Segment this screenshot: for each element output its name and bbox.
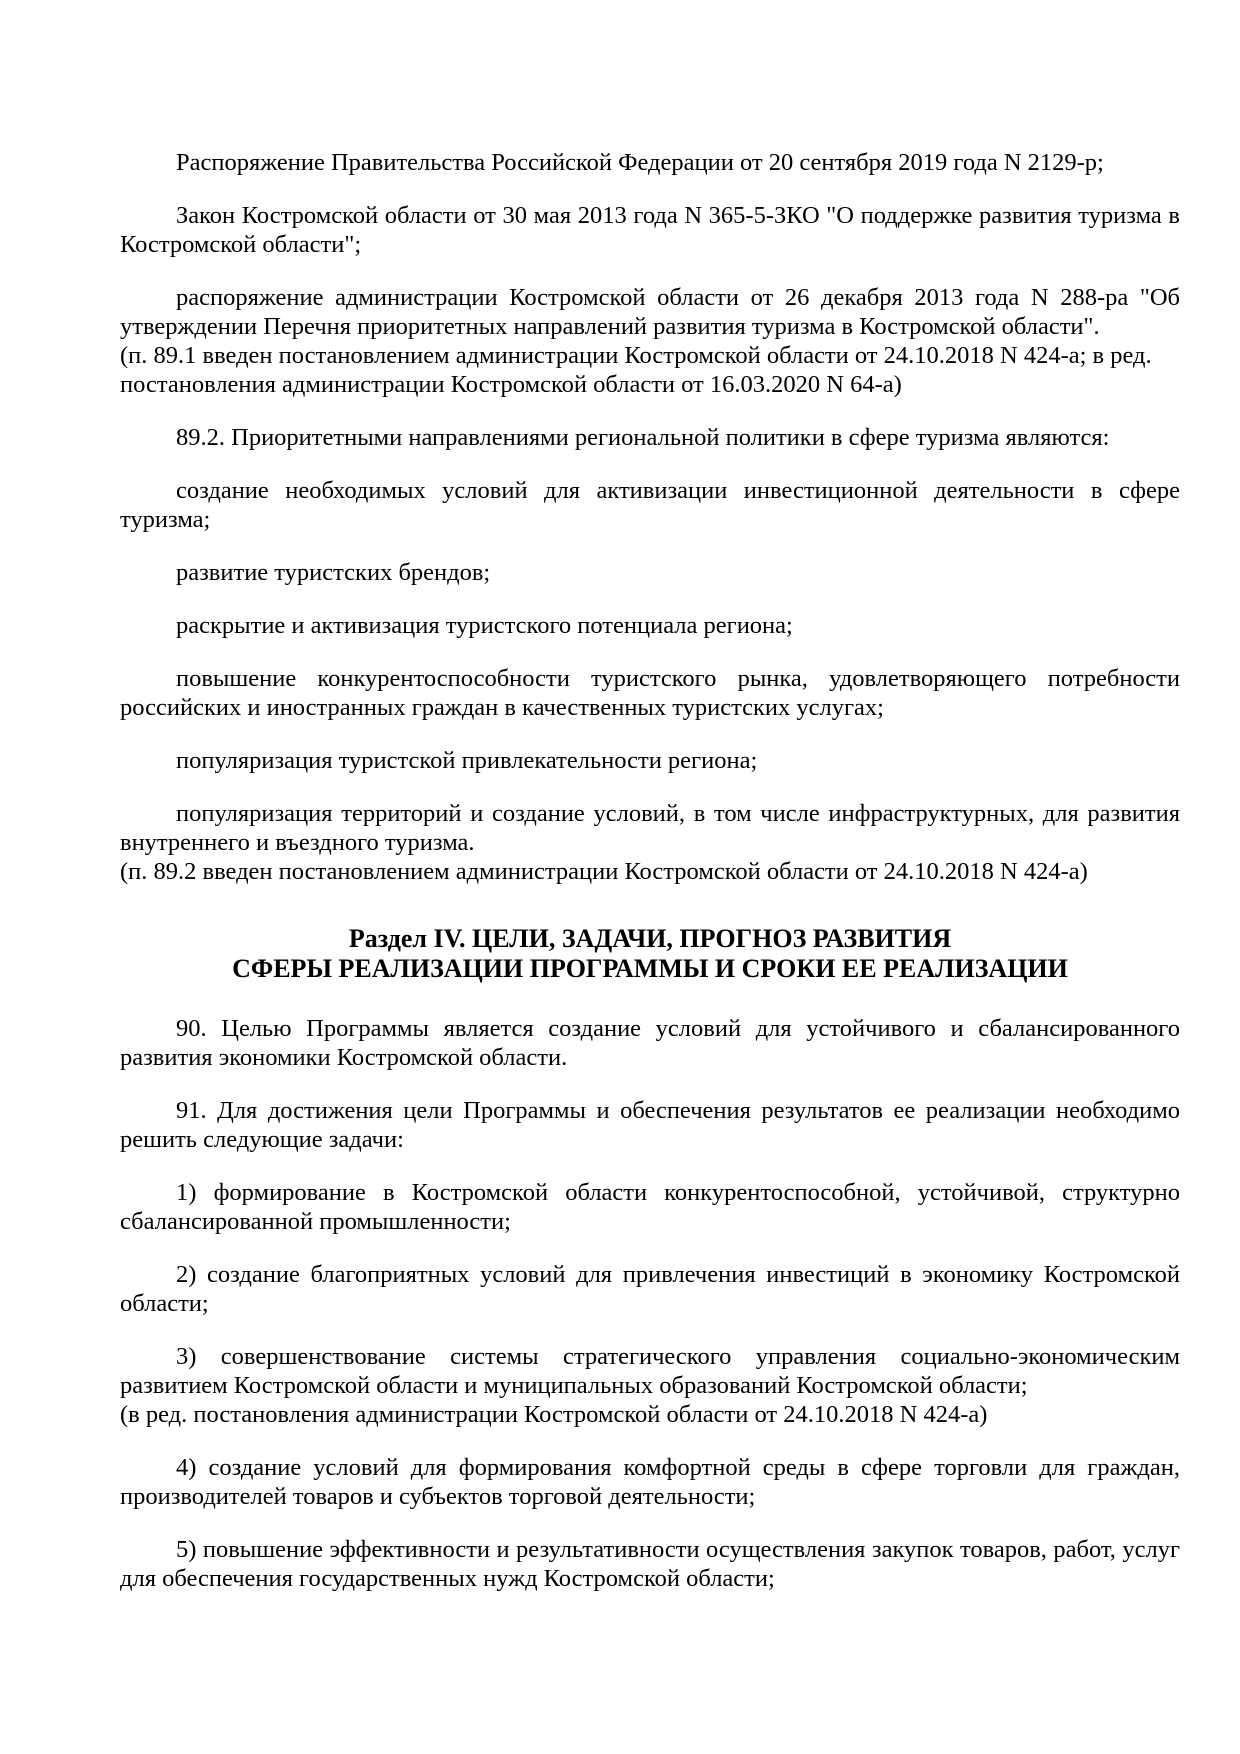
paragraph-89-2-intro: 89.2. Приоритетными направлениями региональной политики в сфере туризма являются: xyxy=(176,424,1110,451)
amendment-note-89-2: (п. 89.2 введен постановлением администрации Костромской области от 24.10.2018 N 424-а) xyxy=(120,858,1088,885)
block-89-2-end xyxy=(120,799,1180,886)
amendment-note-task-3: (в ред. постановления администрации Костромской области от 24.10.2018 N 424-а) xyxy=(120,1401,988,1428)
document-body xyxy=(120,148,1180,1617)
list-item-territories: популяризация территорий и создание условий, в том числе инфраструктурных, для развития внутреннего и въездного туризма. xyxy=(120,800,1180,856)
paragraph-91-tasks: 91. Для достижения цели Программы и обеспечения результатов ее реализации необходимо решить следующие задачи: xyxy=(120,1097,1180,1153)
list-item-investment-conditions: создание необходимых условий для активизации инвестиционной деятельности в сфере туризма; xyxy=(120,477,1180,533)
task-1-industry: 1) формирование в Костромской области конкурентоспособной, устойчивой, структурно сбалансированной промышленности; xyxy=(120,1179,1180,1235)
task-3-strategic-management: 3) совершенствование системы стратегического управления социально-экономическим развитием Костромской области и муниципальных образований Костромской области; xyxy=(120,1343,1180,1399)
amendment-note-89-1: (п. 89.1 введен постановлением администрации Костромской области от 24.10.2018 N 424-а; в ред. постановления администрации Костромской области от 16.03.2020 N 64-а) xyxy=(120,342,1152,398)
list-item-attractiveness: популяризация туристской привлекательности региона; xyxy=(176,747,758,774)
section-heading-line-2: СФЕРЫ РЕАЛИЗАЦИИ ПРОГРАММЫ И СРОКИ ЕЕ РЕАЛИЗАЦИИ xyxy=(232,954,1068,983)
list-item-tourist-brands: развитие туристских брендов; xyxy=(176,559,491,586)
section-heading xyxy=(120,924,1180,984)
block-task-3 xyxy=(120,1342,1180,1429)
paragraph-rf-order: Распоряжение Правительства Российской Федерации от 20 сентября 2019 года N 2129-р; xyxy=(176,149,1104,176)
list-item-tourist-potential: раскрытие и активизация туристского потенциала региона; xyxy=(176,612,793,639)
list-item-market-competitiveness: повышение конкурентоспособности туристского рынка, удовлетворяющего потребности российских и иностранных граждан в качественных туристских услугах; xyxy=(120,665,1180,721)
paragraph-kostroma-law: Закон Костромской области от 30 мая 2013 года N 365-5-ЗКО "О поддержке развития туризма в Костромской области"; xyxy=(120,202,1180,258)
task-4-trade-environment: 4) создание условий для формирования комфортной среды в сфере торговли для граждан, производителей товаров и субъектов торговой деятельности; xyxy=(120,1454,1180,1510)
block-89-1 xyxy=(120,283,1180,399)
paragraph-90-goal: 90. Целью Программы является создание условий для устойчивого и сбалансированного развития экономики Костромской области. xyxy=(120,1015,1180,1071)
paragraph-admin-order: распоряжение администрации Костромской области от 26 декабря 2013 года N 288-ра "Об утверждении Перечня приоритетных направлений развития туризма в Костромской области". xyxy=(120,284,1180,340)
task-2-investments: 2) создание благоприятных условий для привлечения инвестиций в экономику Костромской области; xyxy=(120,1261,1180,1317)
section-heading-line-1: Раздел IV. ЦЕЛИ, ЗАДАЧИ, ПРОГНОЗ РАЗВИТИЯ xyxy=(348,924,952,953)
task-5-procurement: 5) повышение эффективности и результативности осуществления закупок товаров, работ, услуг для обеспечения государственных нужд Костромской области; xyxy=(120,1536,1180,1592)
